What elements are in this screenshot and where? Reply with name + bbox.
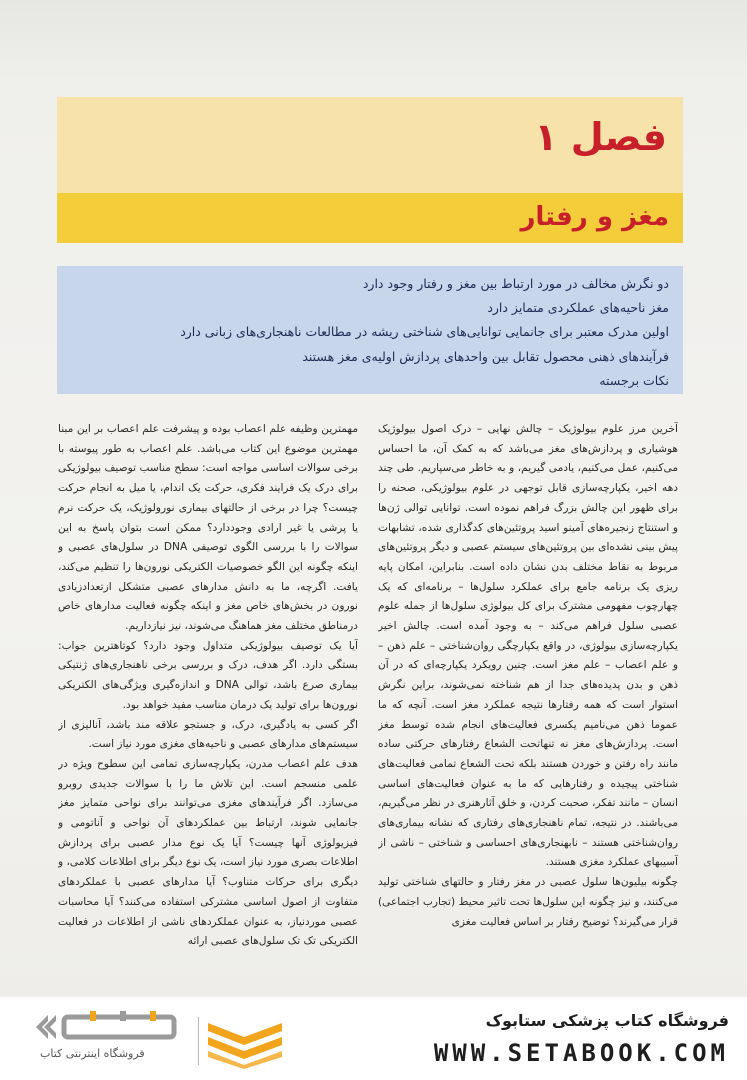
paragraph: آیا یک توصیف بیولوژیکی متداول وجود دارد؟ کوتاهترین جواب: بستگی دارد. اگر هدف، درک و بررسی برخی ناهنجاری‌های ژنتیکی بیماری صرع باشد، توالی DNA و اندازه‌گیری ویژگی‌های الکتریکی نورون‌ها برای تولید یک درمان مناسب مفید خواهد بود. — [58, 639, 358, 711]
paragraph: چگونه بیلیون‌ها سلول عصبی در مغز رفتار و حالتهای شناختی تولید می‌کنند، و نیز چگونه این سلول‌ها تحت تاثیر محیط (تجارب اجتماعی) قرار می‌گیرند؟ توضیح رفتار بر اساس فعالیت مغزی — [378, 876, 678, 928]
setabook-logo[interactable] — [30, 1007, 190, 1047]
logo-tagline: فروشگاه اینترنتی کتاب — [40, 1047, 145, 1060]
footer-divider — [198, 1017, 199, 1065]
key-point: دو نگرش مخالف در مورد ارتباط بین مغز و رفتار وجود دارد — [362, 276, 669, 291]
store-url[interactable]: WWW.SETABOOK.COM — [433, 1039, 729, 1067]
chapter-header — [57, 97, 683, 193]
paragraph: اگر کسی به یادگیری، درک، و جستجو علاقه مند باشد، آنالیزی از سیستم‌های مدارهای عصبی و ناحیه‌های مغزی مورد نیاز است. — [58, 718, 358, 751]
book-stack-icon — [204, 1017, 286, 1069]
key-points-heading: نکات برجسته — [599, 372, 669, 388]
chapter-title: فصل ۱ — [534, 115, 667, 159]
chapter-subtitle-band — [57, 193, 683, 243]
key-point: مغز ناحیه‌های عملکردی متمایز دارد — [487, 300, 669, 316]
body-column-left — [58, 420, 358, 992]
setabook-logo-icon — [30, 1007, 190, 1047]
paragraph: آخرین مرز علوم بیولوژیک – چالش نهایی – درک اصول بیولوژیک هوشیاری و پردازش‌های مغز می‌باشد که به کمک آن، ما احساس می‌کنیم، عمل می‌کنیم، یادمی گیریم، و به خاطر می‌سپاریم. طی چند دهه اخیر، یکپارچه‌سازی قابل توجهی در علوم بیولوژیکی، صحنه را برای ظهور این چالش بزرگ فراهم نموده است. توانایی توالی ژن‌ها و استنتاج زنجیره‌های آمینو اسید پروتئین‌های کدگذاری شده، تشابهات پیش بینی نشده‌ای بین پروتئین‌های سیستم عصبی و دیگر پروتئین‌های مربوط به نقاط مختلف بدن نشان داده است. بنابراین، امکان پایه ریزی یک برنامه جامع برای عملکرد سلول‌ها – برنامه‌ای که یک چهارچوب مفهومی مشترک برای کل بیولوژی سلول‌ها از جمله علوم عصبی سلول فراهم می‌کند – به وجود آمده است. چالش اخیر یکپارچه‌سازی بیولوژی، در واقع یکپارچگی روان‌شناختی – علم ذهن – و علم اعصاب – علم مغز است. چنین رویکرد یکپارچه‌ای که در آن ذهن و بدن پدیده‌های جدا از هم شناخته نمی‌شوند، براین نگرش استوار است که همه رفتارها نتیجه عملکرد مغز است. آنچه که ما عموما ذهن می‌نامیم یکسری فعالیت‌های انجام شده توسط مغز است. پردازش‌های مغز نه تنهاتحت الشعاع رفتارهای حرکتی ساده مانند راه رفتن و خوردن هستند بلکه تحت الشعاع تمامی فعالیت‌های شناختی پیچیده و رفتارهایی که ما به عنوان فعالیت‌های اساسی انسان – مانند تفکر، صحبت کردن، و خلق آثارهنری در نظر می‌گیریم، می‌باشند. در نتیجه، تمام ناهنجاری‌های رفتاری که نشانه بیماری‌های روان‌شناختی هستند – نابهنجاری‌های احساسی و شناختی – ناشی از آسیبهای عملکرد مغزی هستند. — [378, 423, 678, 869]
chapter-subtitle: مغز و رفتار — [520, 202, 669, 232]
key-points-box — [57, 266, 683, 394]
paragraph: هدف علم اعصاب مدرن، یکپارچه‌سازی تمامی این سطوح ویژه در علمی منسجم است. این تلاش ما را با سوالات جدیدی روبرو می‌سازد. اگر فرآیندهای مغزی می‌توانند برای نواحی متمایز مغز جانمایی شوند، ارتباط بین عملکردهای آن نواحی و آناتومی و فیزیولوژی آنها چیست؟ آیا یک نوع مدار عصبی برای پردازش اطلاعات بصری مورد نیاز است، یک نوع دیگر برای اطلاعات کلامی، و دیگری برای حرکات متناوب؟ آیا مدارهای عصبی با عملکردهای متفاوت از اصول اساسی مشترکی استفاده می‌کنند؟ آیا محاسبات عصبی موردنیاز، به عنوان عملکردهای ناشی از اطلاعات در فعالیت الکتریکی تک تک سلول‌های عصبی ارائه — [58, 757, 358, 948]
store-footer — [0, 997, 747, 1080]
store-name: فروشگاه کتاب پزشکی ستابوک — [485, 1011, 729, 1030]
key-points-list — [69, 272, 669, 393]
paragraph: مهمترین وظیفه علم اعصاب بوده و پیشرفت علم اعصاب بر این مبنا مهمترین موضوع این کتاب می‌باشد. علم اعصاب به طور پیوسته با برخی سوالات اساسی مواجه است: سطح مناسب توصیف بیولوژیکی برای درک یک فرایند فکری، حرکت یک اندام، یا میل به انجام حرکت چیست؟ چرا در برخی از حالتهای بیماری نورولوژیک، یک حرکت نرم یا پرشی یا غیر ارادی وجوددارد؟ ممکن است بتوان پاسخ به این سوالات را با بررسی الگوی توصیفی DNA در سلول‌های عصبی و اینکه چگونه این الگو خصوصیات الکتریکی نورون‌ها را تنظیم می‌کند، یافت. اگرچه، ما به دانش مدارهای عصبی متشکل ازتعدادزیادی نورون در بخش‌های خاص مغز و اینکه چگونه فعالیت مدارهای خاص درمناطق مختلف مغز هماهنگ می‌شوند، نیز نیازداریم. — [58, 423, 358, 633]
key-point: فرآیندهای ذهنی محصول تقابل بین واحدهای پردازش اولیه‌ی مغز هستند — [302, 348, 669, 364]
key-point: اولین مدرک معتبر برای جانمایی توانایی‌های شناختی ریشه در مطالعات ناهنجاری‌های زبانی دارد — [180, 324, 669, 340]
body-column-right — [378, 420, 678, 992]
